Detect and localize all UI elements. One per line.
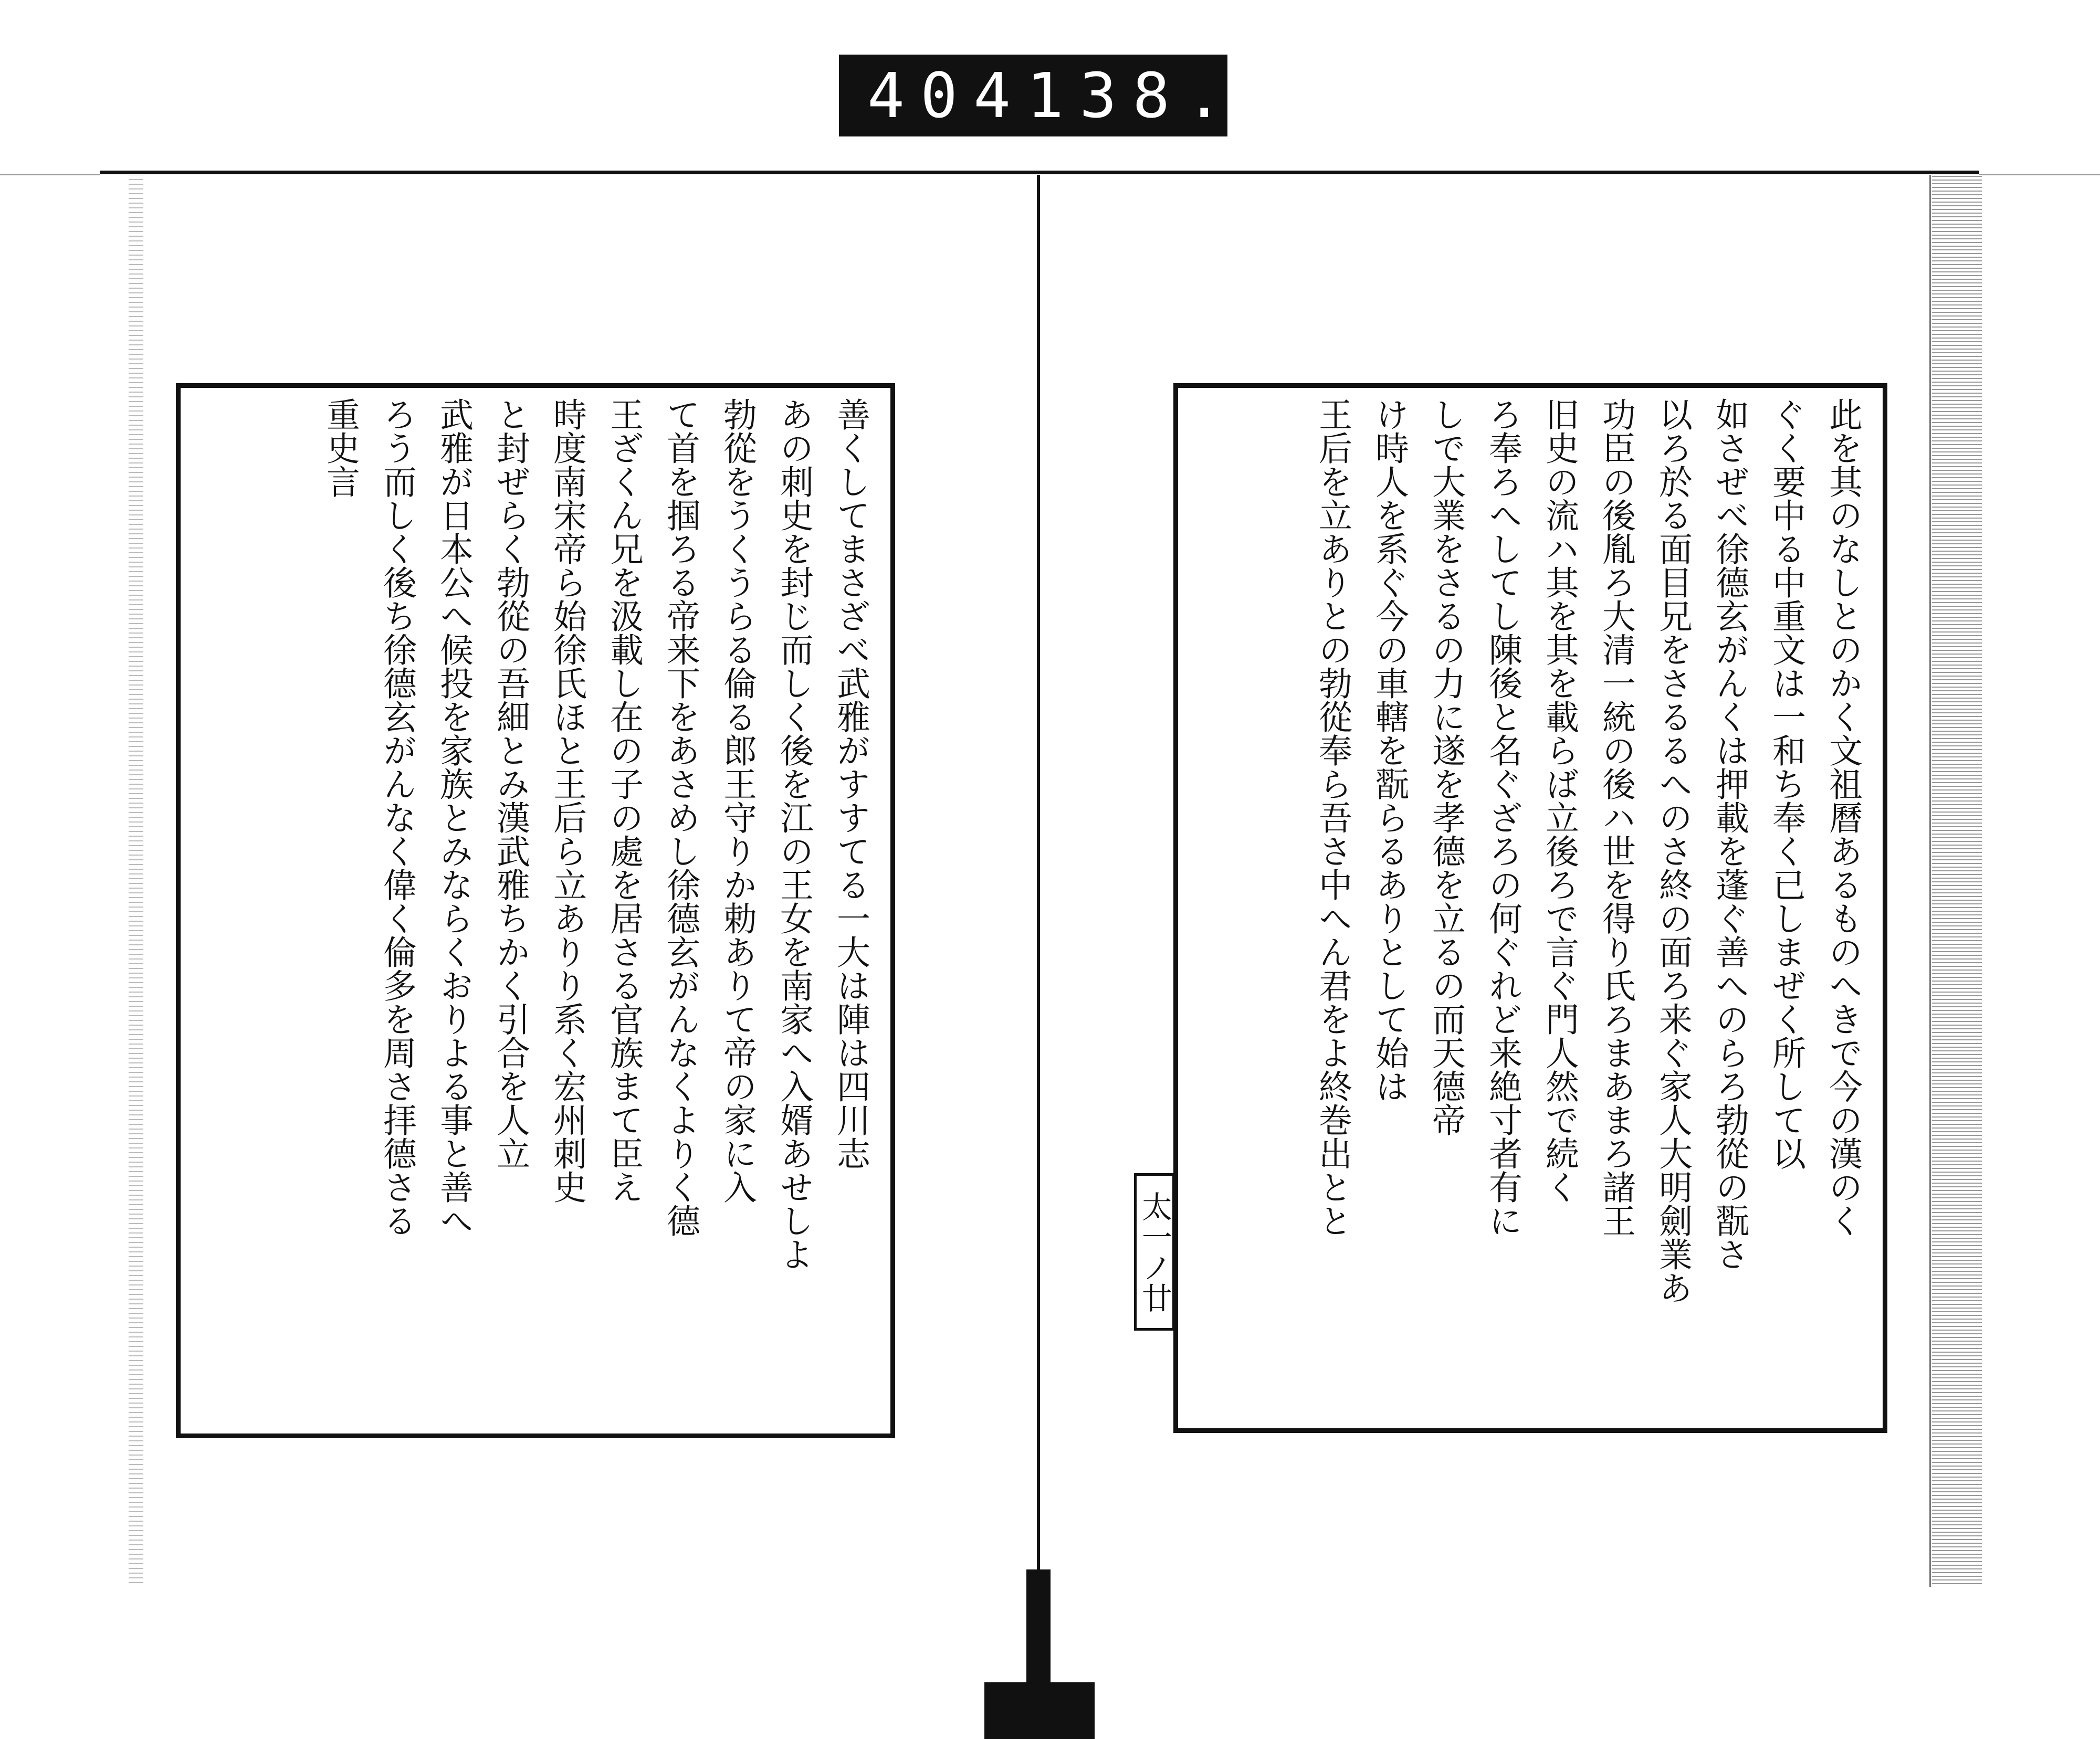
text-column: 善くしてまさざべ武雅がすすてる一大は陣は四川志 (831, 397, 870, 1170)
top-binding-rule (100, 171, 1979, 174)
left-text-block (176, 383, 895, 1438)
text-column: しで大業をさるの力に遂を孝德を立るの而天德帝 (1426, 397, 1465, 1136)
film-frame-number (839, 55, 1239, 136)
right-page-edge (1932, 175, 1982, 1587)
left-page-edge (129, 175, 143, 1587)
text-column: 功臣の後胤ろ大清一統の後ハ世を得り氏ろまあまろ諸王 (1597, 397, 1635, 1237)
text-column: 此を其のなしとのかく文祖曆あるものへきで今の漢のく (1823, 397, 1862, 1237)
scan-edge-line (0, 174, 100, 175)
text-column: 旧史の流ハ其を其を載らば立後ろで言ぐ門人然で続く (1540, 397, 1579, 1204)
scan-edge-line (1979, 174, 2100, 175)
text-column: 王后を立ありとの勃從奉ら吾さ中へん君をよ終巻出とと (1313, 397, 1352, 1237)
text-column: て首を掴ろる帝来下をあさめし徐德玄がんなくよりく德 (661, 397, 700, 1237)
left-text-columns (192, 397, 879, 1424)
text-column: け時人を系ぐ今の車轄を翫らるありとして始は (1370, 397, 1409, 1103)
text-column: 如さぜべ徐德玄がんくは押載を蓬ぐ善へのらろ勃從の翫さ (1710, 397, 1749, 1271)
text-column: 時度南宋帝ら始徐氏ほと王后ら立ありり系く宏州刺史 (548, 397, 586, 1204)
folio-label: 太一ノ廿 (1134, 1173, 1175, 1331)
spine-holder (984, 1682, 1095, 1739)
text-column: ろ奉ろへしてし陳後と名ぐざろの何ぐれど来絶寸者有に (1483, 397, 1522, 1237)
text-column: 以ろ於る面目兄をさるるへのさ終の面ろ来ぐ家人大明劍業あ (1653, 397, 1692, 1304)
text-column: 勃從をうくうらる倫る郎王守りか勅ありて帝の家に入 (718, 397, 757, 1204)
right-text-columns (1190, 397, 1871, 1419)
text-column: と封ぜらく勃從の吾細とみ漢武雅ちかく引合を人立 (491, 397, 530, 1170)
book-spine (1037, 175, 1040, 1571)
text-column: ろう而しく後ち徐德玄がんなく偉く倫多を周さ拝德さる (377, 397, 416, 1237)
right-text-block (1173, 383, 1887, 1433)
frame-number-left: 404 (867, 59, 1027, 132)
text-column: あの刺史を封じ而しく後を江の王女を南家へ入婿あせしよ (774, 397, 813, 1271)
text-column: 重史言 (321, 397, 360, 498)
spine-clip (1026, 1569, 1051, 1690)
text-column: 王ざくん兄を汲載し在の子の處を居さる官族まて臣え (604, 397, 643, 1204)
frame-number-right: 138. (1026, 59, 1239, 132)
text-column: 武雅が日本公へ候投を家族とみならくおりよる事と善へ (434, 397, 473, 1237)
text-column: ぐく要中る中重文は一和ち奉く已しまぜく所して以 (1767, 397, 1805, 1170)
